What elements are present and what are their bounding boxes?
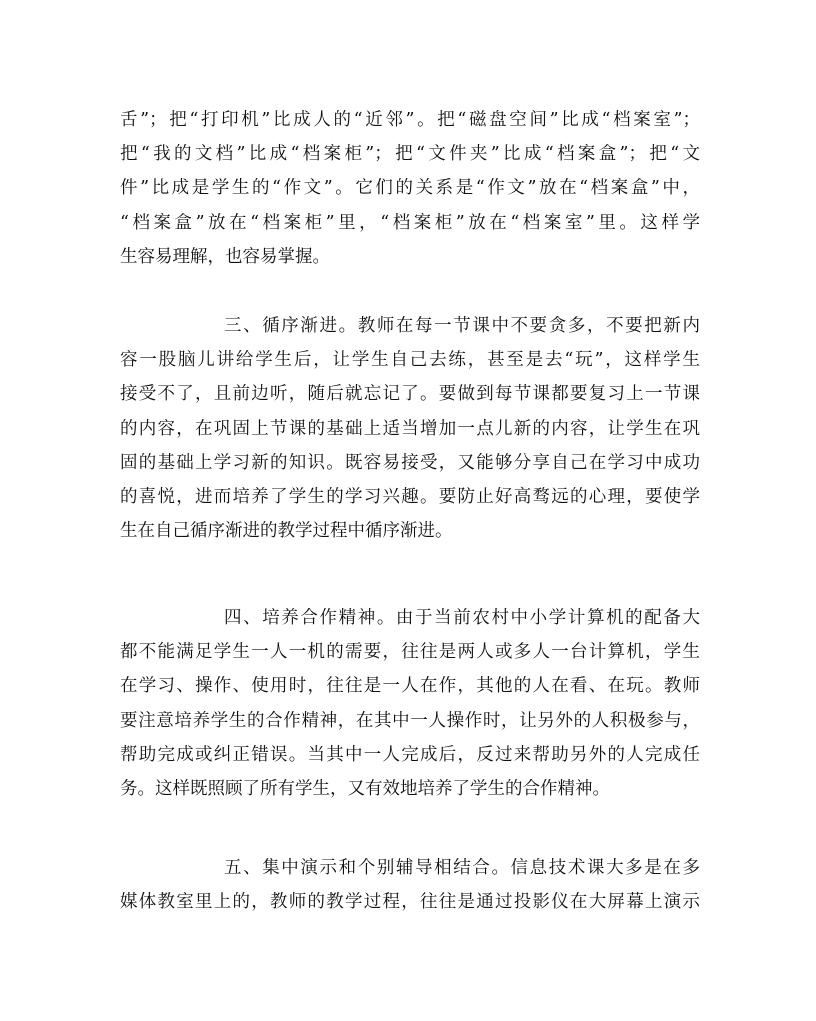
text-line: 生在自己循序渐进的教学过程中循序渐进。 [120,521,453,542]
text-line: 五、集中演示和个别辅导相结合。信息技术课大多是在多 [224,858,700,878]
text-line: “档案盒”放在“档案柜”里，“档案柜”放在“档案室”里。这样学 [120,212,700,233]
text-line: 务。这样既照顾了所有学生，又有效地培养了学生的合作精神。 [120,778,610,799]
paragraph-cooperation [120,601,700,806]
text-line: 生容易理解，也容易掌握。 [120,246,330,267]
text-line: 的喜悦，进而培养了学生的学习兴趣。要防止好高骛远的心理，要使学 [120,486,700,507]
text-line: 都不能满足学生一人一机的需要，往往是两人或多人一台计算机，学生 [120,642,700,663]
text-line: 在学习、操作、使用时，往往是一人在作，其他的人在看、在玩。教师 [120,676,700,697]
text-line: 把“我的文档”比成“档案柜”；把“文件夹”比成“档案盒”；把“文 [120,144,700,165]
text-line: 容一股脑儿讲给学生后，让学生自己去练，甚至是去“玩”，这样学生 [120,350,700,371]
paragraph-step-by-step [120,309,700,548]
text-line: 媒体教室里上的，教师的教学过程，往往是通过投影仪在大屏幕上演示 [120,892,700,913]
text-line: 帮助完成或纠正错误。当其中一人完成后，反过来帮助另外的人完成任 [120,744,700,765]
paragraph-demonstration [120,851,700,919]
text-line: 要注意培养学生的合作精神，在其中一人操作时，让另外的人积极参与， [120,710,700,731]
text-line: 的内容，在巩固上节课的基础上适当增加一点儿新的内容，让学生在巩 [120,418,700,439]
paragraph-analogy [120,103,700,274]
text-line: 件”比成是学生的“作文”。它们的关系是“作文”放在“档案盒”中， [120,178,700,199]
text-line: 三、循序渐进。教师在每一节课中不要贪多，不要把新内 [224,316,700,336]
text-line: 舌”；把“打印机”比成人的“近邻”。把“磁盘空间”比成“档案室”； [120,110,700,130]
text-line: 固的基础上学习新的知识。既容易接受，又能够分享自己在学习中成功 [120,452,700,473]
text-line: 四、培养合作精神。由于当前农村中小学计算机的配备大 [224,608,700,628]
text-line: 接受不了，且前边听，随后就忘记了。要做到每节课都要复习上一节课 [120,384,700,405]
